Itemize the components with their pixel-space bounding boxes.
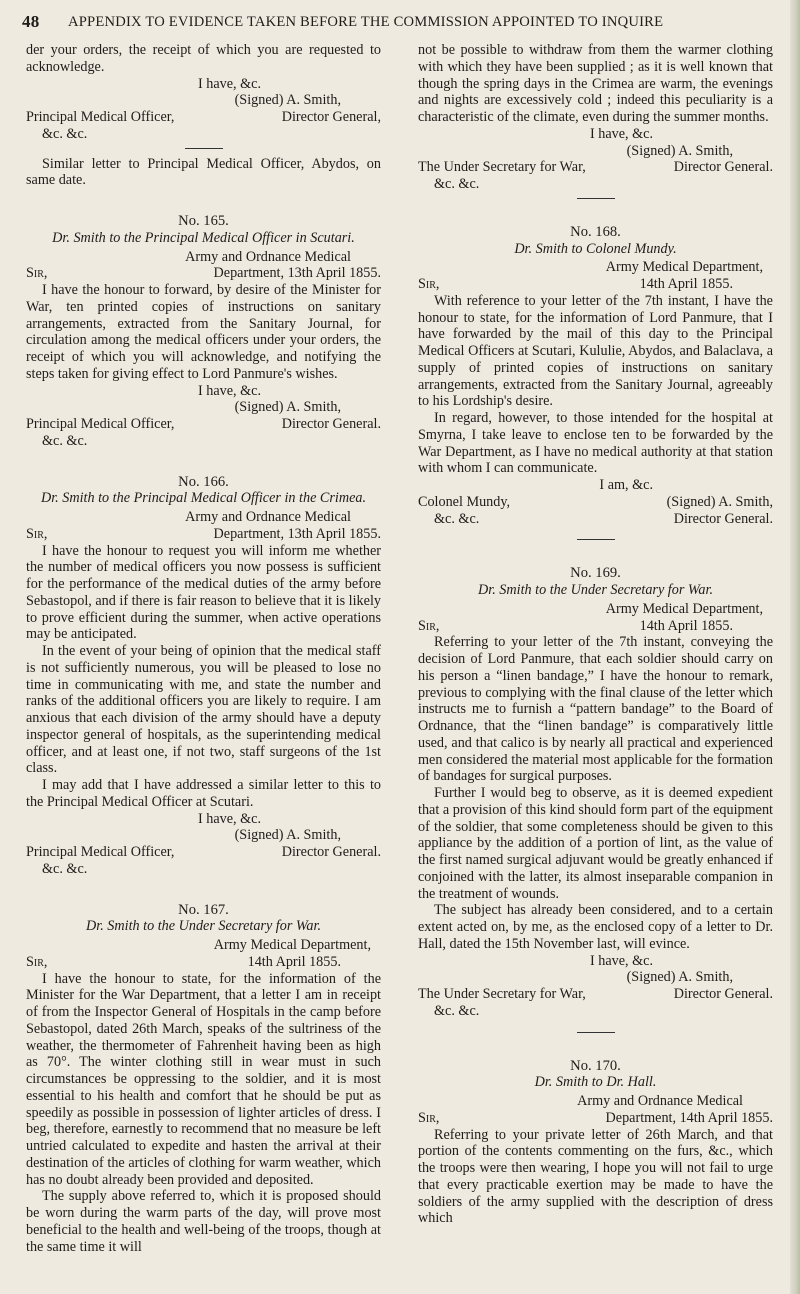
closing: I have, &c. — [197, 75, 261, 92]
letter-date: 14th April 1855. — [247, 953, 341, 970]
letter-date: Department, 13th April 1855. — [213, 265, 381, 282]
etc: &c. &c. — [434, 1002, 480, 1019]
salutation: Sir, — [26, 953, 48, 970]
etc: &c. &c. — [434, 176, 480, 192]
letter-title: Dr. Smith to the Under Secretary for War. — [86, 918, 321, 935]
signature: (Signed) A. Smith, — [626, 969, 733, 986]
signature: (Signed) A. Smith, — [666, 493, 773, 510]
signer-title: Director General. — [281, 416, 381, 432]
letter-number: No. 167. — [178, 901, 229, 918]
divider — [185, 148, 223, 149]
letter-address: Army and Ordnance Medical — [185, 248, 351, 265]
signature: (Signed) A. Smith, — [234, 92, 341, 109]
etc: &c. &c. — [42, 432, 88, 449]
letter-title: Dr. Smith to Dr. Hall. — [534, 1074, 657, 1091]
addressee: The Under Secretary for War, — [418, 159, 586, 176]
continued-text: der your orders, the receipt of which you are requested to acknowledge. — [26, 42, 381, 75]
addressee-row — [26, 109, 381, 126]
letter-date: Department, 14th April 1855. — [605, 1109, 773, 1126]
closing: I have, &c. — [589, 952, 653, 969]
addressee: Principal Medical Officer, — [26, 416, 175, 432]
signature: (Signed) A. Smith, — [234, 399, 341, 416]
letter-title: Dr. Smith to the Under Secretary for War. — [478, 582, 713, 598]
letter-number: No. 170. — [570, 1057, 621, 1074]
letter-title: Dr. Smith to Colonel Mundy. — [514, 240, 677, 257]
letter-body: I have the honour to request you will inform me whether the number of medical officers you now possess is sufficient for the performance of the medical duties of the army before Sebastopol, and if there is fair reason to believe that it is likely to prove efficient during the summer, when active operations may be anticipated. — [26, 542, 381, 643]
similar-note: Similar letter to Principal Medical Officer, Abydos, on same date. — [26, 155, 381, 189]
letter-address: Army and Ordnance Medical — [577, 1093, 743, 1109]
salutation-row — [418, 618, 773, 635]
letter-body: In regard, however, to those intended for the hospital at Smyrna, I take leave to enclose ten to be forwarded by the War Department, as I have no medical authority at that station with whom I can communicate. — [418, 410, 773, 477]
left-column — [26, 42, 381, 1255]
addressee: Principal Medical Officer, — [26, 844, 175, 860]
divider — [577, 1032, 615, 1033]
addressee-row — [418, 986, 773, 1003]
etc-row — [418, 511, 773, 528]
letter-body: Referring to your letter of the 7th instant, conveying the decision of Lord Panmure, that each soldier should carry on his person a “linen bandage,” I have the honour to remark, previous to complying with the final clause of the letter which instructs me to furnish a “pattern bandage” to the Board of Ordnance, that the “linen bandage” is comparatively little used, and that calico is by nearly all practical and experienced men considered the material most applicable for the formation of bandages for surgical purposes. — [418, 634, 773, 785]
running-header — [22, 10, 782, 34]
letter-number: No. 169. — [570, 565, 621, 582]
letter-body: Referring to your private letter of 26th March, and that portion of the contents commenting on the furs, &c., which the troops were then wearing, I hope you will not fail to urge that every practicable exertion may be made to have the soldiers of the army supplied with the description of dress which — [418, 1126, 773, 1227]
closing: I have, &c. — [197, 810, 261, 827]
letter-date: 14th April 1855. — [639, 617, 733, 634]
right-column — [418, 42, 773, 1227]
letter-address: Army Medical Department, — [605, 259, 763, 276]
page-edge — [790, 0, 800, 1294]
page-number: 48 — [22, 12, 40, 31]
addressee-row — [26, 844, 381, 861]
etc: &c. &c. — [42, 860, 88, 877]
addressee-row — [26, 416, 381, 433]
etc: &c. &c. — [434, 510, 480, 527]
divider — [577, 198, 615, 199]
letter-number: No. 168. — [570, 223, 621, 240]
salutation: Sir, — [418, 617, 440, 634]
letter-body: The subject has already been considered, and to a certain extent acted on, by me, as the enclosed copy of a letter to Dr. Hall, dated the 15th November last, will evince. — [418, 902, 773, 952]
letter-body: The supply above referred to, which it is proposed should be worn during the warm parts of the day, will prove most beneficial to the health and well-being of the troops, though at the same time it will — [26, 1188, 381, 1255]
signature: (Signed) A. Smith, — [234, 827, 341, 844]
letter-body: I have the honour to state, for the information of the Minister for the War Department, that a letter I am in receipt of from the Inspector General of Hospitals in the camp before Sebastopol, dated 26th March, speaks of the sultriness of the weather, the thermometer of Fahrenheit having been as high as 70°. The winter clothing still in wear must in such circumstances be oppressing to the soldier, and it is most essential to his health and comfort that he should be put as speedily as possible in possession of lighter articles of dress. I beg, therefore, earnestly to recommend that no measure be left untried calculated to expedite and hasten the arrival at their destination of the articles of clothing for warm weather, which has no doubt already been provided and deposited. — [26, 970, 381, 1188]
signer-title: Director General. — [673, 159, 773, 176]
closing: I have, &c. — [197, 382, 261, 399]
salutation-row — [26, 526, 381, 543]
addressee: Principal Medical Officer, — [26, 109, 175, 125]
signature: (Signed) A. Smith, — [626, 142, 733, 159]
salutation-row — [26, 265, 381, 282]
salutation: Sir, — [26, 525, 48, 542]
letter-body: I have the honour to forward, by desire of the Minister for War, ten printed copies of instructions on sanitary arrangements, extracted from the Sanitary Journal, for circulation among the medical officers under your orders, the receipt of which you will acknowledge, and notifying the steps taken for giving effect to Lord Panmure's wishes. — [26, 282, 381, 382]
signer-title: Director General. — [673, 510, 773, 527]
addressee: The Under Secretary for War, — [418, 986, 586, 1002]
salutation: Sir, — [418, 276, 440, 292]
addressee-row — [418, 494, 773, 511]
letter-number: No. 165. — [178, 213, 229, 229]
salutation-row — [26, 954, 381, 971]
addressee-row — [418, 159, 773, 176]
letter-date: 14th April 1855. — [639, 276, 733, 292]
closing: I am, &c. — [599, 477, 653, 493]
signer-title: Director General. — [673, 986, 773, 1002]
letter-address: Army Medical Department, — [605, 600, 763, 617]
salutation: Sir, — [26, 265, 48, 282]
letter-title: Dr. Smith to the Principal Medical Officer in the Crimea. — [40, 490, 367, 507]
running-title: APPENDIX TO EVIDENCE TAKEN BEFORE THE COMMISSION APPOINTED TO INQUIRE — [68, 14, 664, 30]
letter-body: With reference to your letter of the 7th instant, I have the honour to state, for the information of Lord Panmure, that I have forwarded by the mail of this day to the Principal Medical Officers at Scutari, Kululie, Abydos, and Balaclava, a supply of printed copies of instructions on sanitary arrangements, extracted from the Sanitary Journal, agreeably to his Lordship's desire. — [418, 292, 773, 410]
letter-body: In the event of your being of opinion that the medical staff is not sufficiently numerous, you will be pleased to lose no time in communicating with me, and state the number and ranks of the additional officers you are likely to require. I am anxious that each division of the army should have a deputy inspector general of hospitals, as the superintending medical officer, and at least one, if not two, staff surgeons of the 1st class. — [26, 643, 381, 777]
continued-text: not be possible to withdraw from them the warmer clothing with which they have been supplied ; as it is well known that though the spring days in the Crimea are warm, the evenings and nights are excessively cold ; indeed this peculiarity is a characteristic of the climate, even during the summer months. — [418, 42, 773, 125]
signer-title: Director General, — [281, 109, 381, 125]
letter-body: Further I would beg to observe, as it is deemed expedient that a provision of this kind should form part of the equipment of the soldier, that some completeness should be given to this appliance by the addition of a portion of lint, as the value of the first named surgical adjuvant would be greatly enhanced if conjoined with the latter, its almost inseparable companion in the treatment of wounds. — [418, 785, 773, 902]
salutation-row — [418, 276, 773, 293]
salutation-row — [418, 1110, 773, 1127]
letter-address: Army and Ordnance Medical — [185, 509, 351, 525]
closing: I have, &c. — [589, 125, 653, 142]
letter-title: Dr. Smith to the Principal Medical Officer in Scutari. — [52, 229, 355, 246]
addressee: Colonel Mundy, — [418, 493, 511, 510]
letter-number: No. 166. — [178, 473, 229, 490]
letter-body: I may add that I have addressed a similar letter to this to the Principal Medical Officer at Scutari. — [26, 777, 381, 810]
etc: &c. &c. — [42, 125, 88, 142]
letter-date: Department, 13th April 1855. — [213, 525, 381, 542]
letter-address: Army Medical Department, — [213, 937, 371, 953]
signer-title: Director General. — [281, 844, 381, 860]
divider — [577, 539, 615, 540]
salutation: Sir, — [418, 1109, 440, 1126]
